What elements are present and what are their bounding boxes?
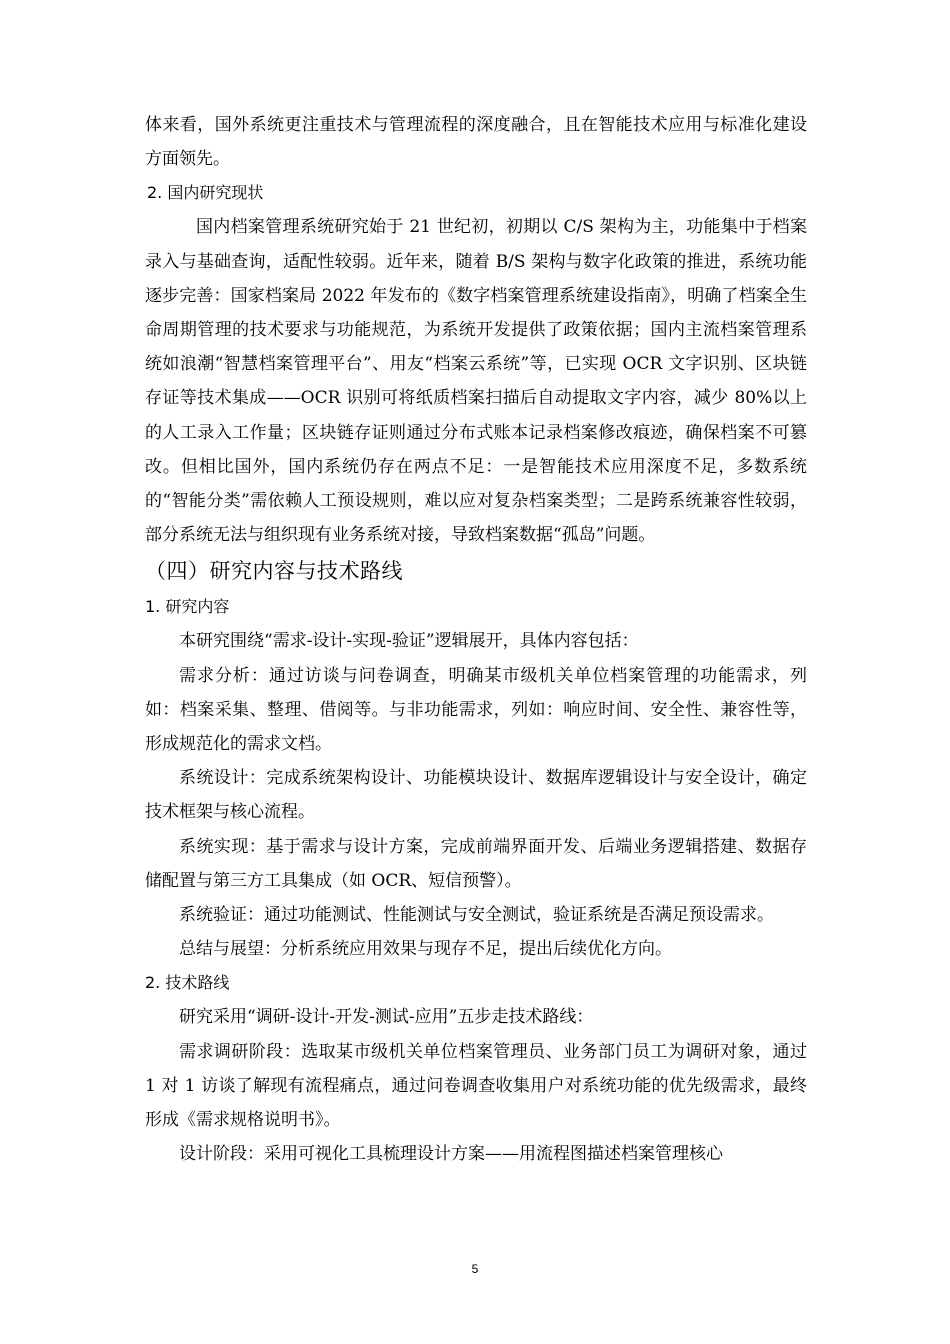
heading-research-content: 1. 研究内容 bbox=[145, 597, 230, 617]
heading-section-4: （四）研究内容与技术路线 bbox=[145, 559, 403, 584]
paragraph-survey-phase: 需求调研阶段：选取某市级机关单位档案管理员、业务部门员工为调研对象，通过 1 对 1 访谈了解现有流程痛点，通过问卷调查收集用户对系统功能的优先级需求，最终形成《需求规格说明书》。 bbox=[145, 1041, 807, 1131]
paragraph-design-phase: 设计阶段：采用可视化工具梳理设计方案——用流程图描述档案管理核心 bbox=[179, 1144, 723, 1165]
page-content bbox=[145, 108, 807, 1171]
paragraph-content-intro: 本研究围绕“需求-设计-实现-验证”逻辑展开，具体内容包括： bbox=[179, 631, 639, 652]
paragraph-requirement-analysis: 需求分析：通过访谈与问卷调查，明确某市级机关单位档案管理的功能需求，列如：档案采集、整理、借阅等。与非功能需求，列如：响应时间、安全性、兼容性等，形成规范化的需求文档。 bbox=[145, 665, 807, 755]
page-number: 5 bbox=[471, 1262, 479, 1276]
paragraph-summary: 总结与展望：分析系统应用效果与现存不足，提出后续优化方向。 bbox=[179, 939, 672, 960]
paragraph-domestic-research: 国内档案管理系统研究始于 21 世纪初，初期以 C/S 架构为主，功能集中于档案录入与基础查询，适配性较弱。近年来，随着 B/S 架构与数字化政策的推进，系统功能逐步完善：国家档案局 2022 年发布的《数字档案管理系统建设指南》，明确了档案全生命周期管理的技术要求与功能规范，为系统开发提供了政策依据；国内主流档案管理系统如浪潮“智慧档案管理平台”、用友“档案云系统”等，已实现 OCR 文字识别、区块链存证等技术集成——OCR 识别可将纸质档案扫描后自动提取文字内容，减少 80%以上的人工录入工作量；区块链存证则通过分布式账本记录档案修改痕迹，确保档案不可篡改。但相比国外，国内系统仍存在两点不足：一是智能技术应用深度不足，多数系统的“智能分类”需依赖人工预设规则，难以应对复杂档案类型；二是跨系统兼容性较弱，部分系统无法与组织现有业务系统对接，导致档案数据“孤岛”问题。 bbox=[145, 217, 807, 546]
heading-technical-route: 2. 技术路线 bbox=[145, 973, 230, 993]
paragraph-system-design: 系统设计：完成系统架构设计、功能模块设计、数据库逻辑设计与安全设计，确定技术框架与核心流程。 bbox=[145, 768, 807, 823]
paragraph-route-intro: 研究采用“调研-设计-开发-测试-应用”五步走技术路线： bbox=[179, 1007, 594, 1028]
paragraph-intro: 体来看，国外系统更注重技术与管理流程的深度融合，且在智能技术应用与标准化建设方面领先。 bbox=[145, 115, 807, 170]
paragraph-system-verification: 系统验证：通过功能测试、性能测试与安全测试，验证系统是否满足预设需求。 bbox=[179, 905, 774, 926]
heading-domestic-research: 2. 国内研究现状 bbox=[147, 183, 264, 203]
paragraph-system-implementation: 系统实现：基于需求与设计方案，完成前端界面开发、后端业务逻辑搭建、数据存储配置与第三方工具集成（如 OCR、短信预警）。 bbox=[145, 836, 807, 891]
